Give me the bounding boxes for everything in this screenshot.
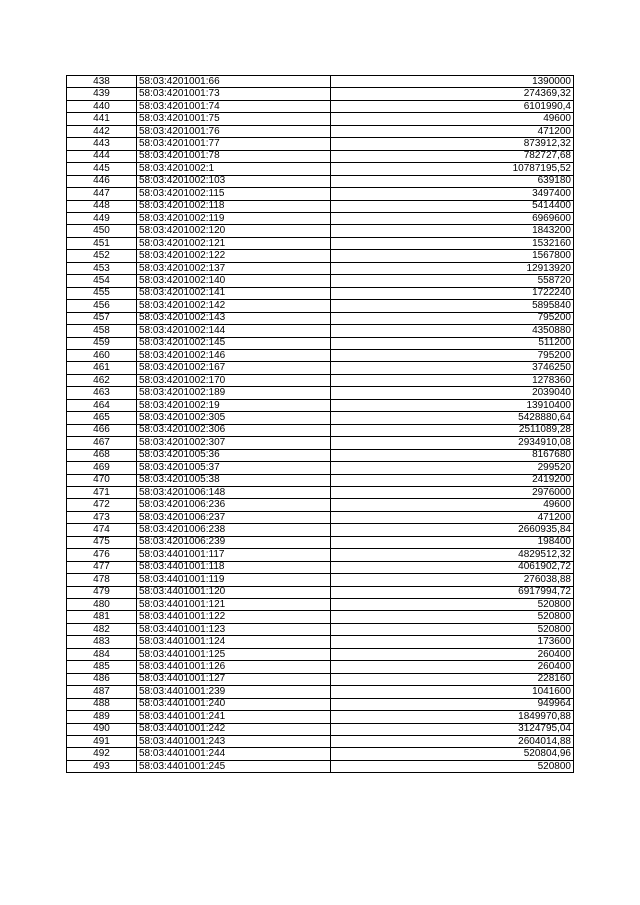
cadastral-number-cell: 58:03:4401001:244: [137, 748, 331, 760]
value-cell: 260400: [331, 661, 574, 673]
table-row: [67, 736, 574, 748]
cadastral-number-cell: 58:03:4201002:142: [137, 300, 331, 312]
value-cell: 2511089,28: [331, 424, 574, 436]
value-cell: 1722240: [331, 287, 574, 299]
cadastral-number-cell: 58:03:4401001:243: [137, 736, 331, 748]
table-row: [67, 549, 574, 561]
cadastral-number-cell: 58:03:4201006:239: [137, 536, 331, 548]
cadastral-number-cell: 58:03:4201002:121: [137, 237, 331, 249]
table-row: [67, 499, 574, 511]
table-body: [67, 76, 574, 773]
cadastral-number-cell: 58:03:4201002:19: [137, 399, 331, 411]
value-cell: 49600: [331, 499, 574, 511]
cadastral-number-cell: 58:03:4201002:167: [137, 362, 331, 374]
value-cell: 5428880,64: [331, 412, 574, 424]
value-cell: 520800: [331, 611, 574, 623]
table-row: [67, 362, 574, 374]
row-number-cell: 448: [67, 200, 137, 212]
table-row: [67, 150, 574, 162]
value-cell: 299520: [331, 462, 574, 474]
row-number-cell: 452: [67, 250, 137, 262]
cadastral-number-cell: 58:03:4401001:239: [137, 686, 331, 698]
cadastral-number-cell: 58:03:4201006:236: [137, 499, 331, 511]
value-cell: 3497400: [331, 188, 574, 200]
value-cell: 6969600: [331, 212, 574, 224]
table-row: [67, 748, 574, 760]
table-row: [67, 275, 574, 287]
row-number-cell: 459: [67, 337, 137, 349]
row-number-cell: 447: [67, 188, 137, 200]
cadastral-number-cell: 58:03:4201001:76: [137, 125, 331, 137]
cadastral-number-cell: 58:03:4201006:238: [137, 524, 331, 536]
table-row: [67, 462, 574, 474]
row-number-cell: 485: [67, 661, 137, 673]
value-cell: 471200: [331, 125, 574, 137]
row-number-cell: 438: [67, 76, 137, 88]
value-cell: 10787195,52: [331, 163, 574, 175]
row-number-cell: 480: [67, 599, 137, 611]
cadastral-number-cell: 58:03:4201002:146: [137, 349, 331, 361]
value-cell: 511200: [331, 337, 574, 349]
row-number-cell: 472: [67, 499, 137, 511]
value-cell: 1843200: [331, 225, 574, 237]
table-row: [67, 611, 574, 623]
value-cell: 1567800: [331, 250, 574, 262]
row-number-cell: 445: [67, 163, 137, 175]
table-row: [67, 337, 574, 349]
value-cell: 949964: [331, 698, 574, 710]
cadastral-number-cell: 58:03:4401001:125: [137, 648, 331, 660]
row-number-cell: 458: [67, 325, 137, 337]
cadastral-number-cell: 58:03:4201002:170: [137, 374, 331, 386]
cadastral-number-cell: 58:03:4201002:122: [137, 250, 331, 262]
value-cell: 8167680: [331, 449, 574, 461]
table-row: [67, 163, 574, 175]
row-number-cell: 478: [67, 574, 137, 586]
cadastral-number-cell: 58:03:4401001:240: [137, 698, 331, 710]
cadastral-number-cell: 58:03:4201002:115: [137, 188, 331, 200]
value-cell: 639180: [331, 175, 574, 187]
value-cell: 1849970,88: [331, 711, 574, 723]
value-cell: 12913920: [331, 262, 574, 274]
table-row: [67, 661, 574, 673]
cadastral-number-cell: 58:03:4201002:306: [137, 424, 331, 436]
cadastral-number-cell: 58:03:4401001:245: [137, 760, 331, 772]
table-row: [67, 412, 574, 424]
row-number-cell: 446: [67, 175, 137, 187]
table-row: [67, 599, 574, 611]
table-row: [67, 88, 574, 100]
value-cell: 520804,96: [331, 748, 574, 760]
cadastral-number-cell: 58:03:4201002:140: [137, 275, 331, 287]
table-row: [67, 711, 574, 723]
row-number-cell: 450: [67, 225, 137, 237]
value-cell: 2419200: [331, 474, 574, 486]
cadastral-number-cell: 58:03:4401001:241: [137, 711, 331, 723]
table-row: [67, 474, 574, 486]
table-row: [67, 262, 574, 274]
cadastral-value-table: [66, 75, 574, 773]
table-row: [67, 200, 574, 212]
table-row: [67, 723, 574, 735]
cadastral-number-cell: 58:03:4201002:103: [137, 175, 331, 187]
row-number-cell: 483: [67, 636, 137, 648]
row-number-cell: 457: [67, 312, 137, 324]
cadastral-number-cell: 58:03:4201002:143: [137, 312, 331, 324]
value-cell: 2039040: [331, 387, 574, 399]
table-row: [67, 511, 574, 523]
cadastral-number-cell: 58:03:4201002:307: [137, 437, 331, 449]
value-cell: 49600: [331, 113, 574, 125]
row-number-cell: 477: [67, 561, 137, 573]
row-number-cell: 455: [67, 287, 137, 299]
row-number-cell: 441: [67, 113, 137, 125]
cadastral-number-cell: 58:03:4201002:305: [137, 412, 331, 424]
cadastral-number-cell: 58:03:4201001:77: [137, 138, 331, 150]
row-number-cell: 493: [67, 760, 137, 772]
cadastral-number-cell: 58:03:4401001:120: [137, 586, 331, 598]
row-number-cell: 468: [67, 449, 137, 461]
table-row: [67, 76, 574, 88]
value-cell: 5414400: [331, 200, 574, 212]
row-number-cell: 462: [67, 374, 137, 386]
table-row: [67, 524, 574, 536]
table-row: [67, 760, 574, 772]
row-number-cell: 479: [67, 586, 137, 598]
value-cell: 873912,32: [331, 138, 574, 150]
value-cell: 1041600: [331, 686, 574, 698]
table-row: [67, 698, 574, 710]
table-row: [67, 437, 574, 449]
row-number-cell: 456: [67, 300, 137, 312]
row-number-cell: 475: [67, 536, 137, 548]
table-row: [67, 561, 574, 573]
row-number-cell: 463: [67, 387, 137, 399]
row-number-cell: 439: [67, 88, 137, 100]
table-row: [67, 125, 574, 137]
row-number-cell: 444: [67, 150, 137, 162]
row-number-cell: 449: [67, 212, 137, 224]
table-row: [67, 636, 574, 648]
cadastral-number-cell: 58:03:4401001:121: [137, 599, 331, 611]
value-cell: 1278360: [331, 374, 574, 386]
cadastral-number-cell: 58:03:4201001:78: [137, 150, 331, 162]
value-cell: 520800: [331, 623, 574, 635]
table-row: [67, 399, 574, 411]
row-number-cell: 465: [67, 412, 137, 424]
table-row: [67, 586, 574, 598]
value-cell: 5895840: [331, 300, 574, 312]
value-cell: 4350880: [331, 325, 574, 337]
cadastral-number-cell: 58:03:4201005:36: [137, 449, 331, 461]
row-number-cell: 466: [67, 424, 137, 436]
row-number-cell: 464: [67, 399, 137, 411]
row-number-cell: 443: [67, 138, 137, 150]
value-cell: 782727,68: [331, 150, 574, 162]
value-cell: 520800: [331, 599, 574, 611]
row-number-cell: 460: [67, 349, 137, 361]
row-number-cell: 461: [67, 362, 137, 374]
row-number-cell: 471: [67, 486, 137, 498]
cadastral-number-cell: 58:03:4201005:37: [137, 462, 331, 474]
value-cell: 260400: [331, 648, 574, 660]
value-cell: 276038,88: [331, 574, 574, 586]
table-row: [67, 300, 574, 312]
table-row: [67, 113, 574, 125]
table-row: [67, 349, 574, 361]
table-row: [67, 387, 574, 399]
cadastral-number-cell: 58:03:4201006:237: [137, 511, 331, 523]
row-number-cell: 486: [67, 673, 137, 685]
value-cell: 228160: [331, 673, 574, 685]
value-cell: 173600: [331, 636, 574, 648]
cadastral-number-cell: 58:03:4401001:127: [137, 673, 331, 685]
row-number-cell: 476: [67, 549, 137, 561]
row-number-cell: 491: [67, 736, 137, 748]
cadastral-number-cell: 58:03:4201001:73: [137, 88, 331, 100]
value-cell: 3124795,04: [331, 723, 574, 735]
cadastral-number-cell: 58:03:4201002:145: [137, 337, 331, 349]
value-cell: 520800: [331, 760, 574, 772]
row-number-cell: 454: [67, 275, 137, 287]
table-row: [67, 138, 574, 150]
value-cell: 4829512,32: [331, 549, 574, 561]
value-cell: 2934910,08: [331, 437, 574, 449]
table-row: [67, 225, 574, 237]
row-number-cell: 488: [67, 698, 137, 710]
cadastral-number-cell: 58:03:4201001:75: [137, 113, 331, 125]
table-row: [67, 449, 574, 461]
row-number-cell: 451: [67, 237, 137, 249]
cadastral-number-cell: 58:03:4401001:122: [137, 611, 331, 623]
cadastral-number-cell: 58:03:4201006:148: [137, 486, 331, 498]
cadastral-number-cell: 58:03:4201002:120: [137, 225, 331, 237]
table-row: [67, 188, 574, 200]
cadastral-number-cell: 58:03:4201002:118: [137, 200, 331, 212]
cadastral-number-cell: 58:03:4201005:38: [137, 474, 331, 486]
row-number-cell: 487: [67, 686, 137, 698]
value-cell: 274369,32: [331, 88, 574, 100]
row-number-cell: 473: [67, 511, 137, 523]
cadastral-number-cell: 58:03:4201001:66: [137, 76, 331, 88]
table-row: [67, 486, 574, 498]
value-cell: 795200: [331, 312, 574, 324]
cadastral-number-cell: 58:03:4201002:144: [137, 325, 331, 337]
table-row: [67, 673, 574, 685]
row-number-cell: 474: [67, 524, 137, 536]
cadastral-number-cell: 58:03:4401001:124: [137, 636, 331, 648]
cadastral-number-cell: 58:03:4201002:189: [137, 387, 331, 399]
row-number-cell: 484: [67, 648, 137, 660]
cadastral-number-cell: 58:03:4201001:74: [137, 100, 331, 112]
cadastral-number-cell: 58:03:4401001:117: [137, 549, 331, 561]
cadastral-number-cell: 58:03:4201002:119: [137, 212, 331, 224]
table-row: [67, 100, 574, 112]
cadastral-number-cell: 58:03:4401001:242: [137, 723, 331, 735]
table-row: [67, 623, 574, 635]
cadastral-number-cell: 58:03:4401001:123: [137, 623, 331, 635]
cadastral-number-cell: 58:03:4201002:141: [137, 287, 331, 299]
row-number-cell: 482: [67, 623, 137, 635]
value-cell: 6917994,72: [331, 586, 574, 598]
table-row: [67, 250, 574, 262]
value-cell: 1390000: [331, 76, 574, 88]
row-number-cell: 453: [67, 262, 137, 274]
cadastral-number-cell: 58:03:4401001:119: [137, 574, 331, 586]
table-row: [67, 424, 574, 436]
row-number-cell: 490: [67, 723, 137, 735]
cadastral-number-cell: 58:03:4201002:137: [137, 262, 331, 274]
value-cell: 2976000: [331, 486, 574, 498]
table-row: [67, 175, 574, 187]
table-row: [67, 374, 574, 386]
value-cell: 6101990,4: [331, 100, 574, 112]
table-row: [67, 574, 574, 586]
table-row: [67, 648, 574, 660]
row-number-cell: 440: [67, 100, 137, 112]
row-number-cell: 489: [67, 711, 137, 723]
cadastral-number-cell: 58:03:4401001:126: [137, 661, 331, 673]
cadastral-number-cell: 58:03:4201002:1: [137, 163, 331, 175]
table-row: [67, 312, 574, 324]
value-cell: 558720: [331, 275, 574, 287]
value-cell: 2660935,84: [331, 524, 574, 536]
table-row: [67, 287, 574, 299]
value-cell: 1532160: [331, 237, 574, 249]
value-cell: 3746250: [331, 362, 574, 374]
table-row: [67, 536, 574, 548]
table-row: [67, 237, 574, 249]
row-number-cell: 442: [67, 125, 137, 137]
row-number-cell: 470: [67, 474, 137, 486]
value-cell: 795200: [331, 349, 574, 361]
row-number-cell: 467: [67, 437, 137, 449]
row-number-cell: 481: [67, 611, 137, 623]
value-cell: 471200: [331, 511, 574, 523]
value-cell: 13910400: [331, 399, 574, 411]
value-cell: 4061902,72: [331, 561, 574, 573]
row-number-cell: 492: [67, 748, 137, 760]
table-row: [67, 212, 574, 224]
value-cell: 2604014,88: [331, 736, 574, 748]
table-row: [67, 325, 574, 337]
table-row: [67, 686, 574, 698]
row-number-cell: 469: [67, 462, 137, 474]
cadastral-number-cell: 58:03:4401001:118: [137, 561, 331, 573]
value-cell: 198400: [331, 536, 574, 548]
